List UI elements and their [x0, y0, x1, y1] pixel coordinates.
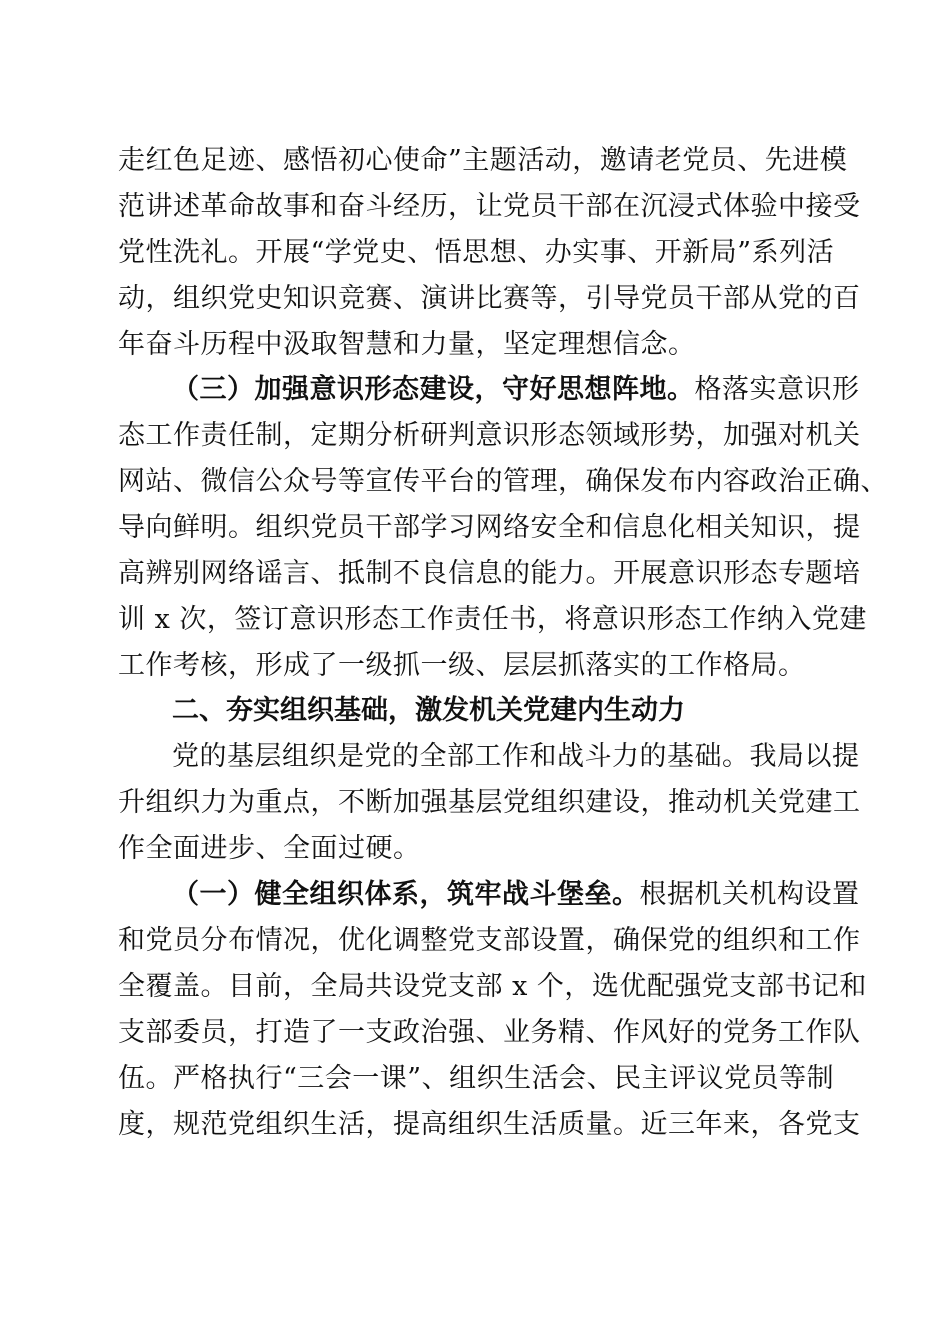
section-3-title: （三）加强意识形态建设，守好思想阵地。: [172, 374, 695, 405]
paragraph-line: 支部委员，打造了一支政治强、业务精、作风好的党务工作队: [118, 1017, 861, 1048]
paragraph-line: 范讲述革命故事和奋斗经历，让党员干部在沉浸式体验中接受: [118, 191, 861, 222]
paragraph-line: 导向鲜明。组织党员干部学习网络安全和信息化相关知识，提: [118, 512, 861, 543]
paragraph-line: 网站、微信公众号等宣传平台的管理，确保发布内容政治正确、: [118, 466, 888, 497]
paragraph-line: 动，组织党史知识竞赛、演讲比赛等，引导党员干部从党的百: [118, 283, 861, 314]
paragraph-line: 党性洗礼。开展“学党史、悟思想、办实事、开新局”系列活: [118, 237, 835, 268]
section-1-text: 根据机关机构设置: [639, 879, 860, 910]
paragraph-line: 作全面进步、全面过硬。: [118, 833, 421, 864]
section-heading: 二、夯实组织基础，激发机关党建内生动力: [172, 695, 685, 726]
section-1-first-line: [172, 877, 860, 913]
section-3-text: 格落实意识形: [694, 374, 860, 405]
section-1-title: （一）健全组织体系，筑牢战斗堡垒。: [172, 879, 640, 910]
paragraph-line: 高辨别网络谣言、抵制不良信息的能力。开展意识形态专题培: [118, 558, 861, 589]
paragraph-line: 训 x 次，签订意识形态工作责任书，将意识形态工作纳入党建: [118, 604, 867, 635]
paragraph-line: 全覆盖。目前，全局共设党支部 x 个，选优配强党支部书记和: [118, 971, 867, 1002]
paragraph-line: 态工作责任制，定期分析研判意识形态领域形势，加强对机关: [118, 420, 861, 451]
paragraph-line: 走红色足迹、感悟初心使命”主题活动，邀请老党员、先进模: [118, 145, 848, 176]
paragraph-line: 工作考核，形成了一级抓一级、层层抓落实的工作格局。: [118, 650, 806, 681]
paragraph-line: 年奋斗历程中汲取智慧和力量，坚定理想信念。: [118, 329, 696, 360]
paragraph-line: 度，规范党组织生活，提高组织生活质量。近三年来，各党支: [118, 1109, 861, 1140]
paragraph-line: 伍。严格执行“三会一课”、组织生活会、民主评议党员等制: [118, 1063, 835, 1094]
paragraph-line: 党的基层组织是党的全部工作和战斗力的基础。我局以提: [172, 741, 860, 772]
section-3-first-line: [172, 372, 860, 408]
paragraph-line: 升组织力为重点，不断加强基层党组织建设，推动机关党建工: [118, 787, 861, 818]
paragraph-line: 和党员分布情况，优化调整党支部设置，确保党的组织和工作: [118, 925, 861, 956]
